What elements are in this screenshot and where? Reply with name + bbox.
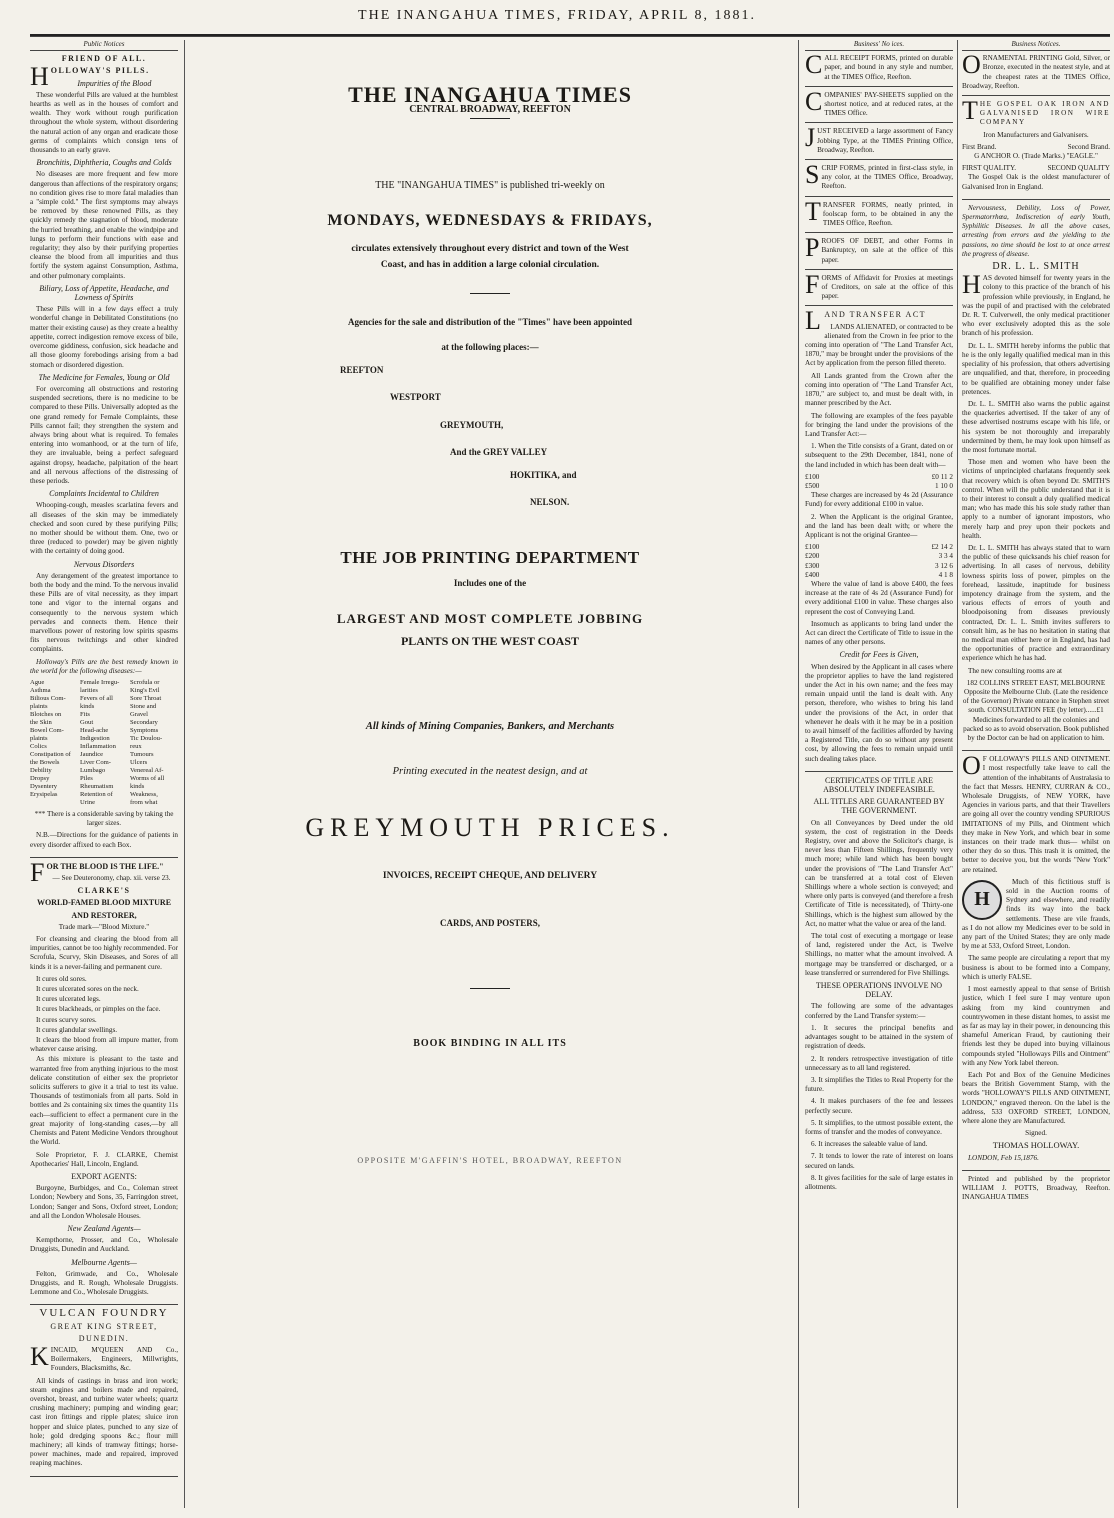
column-header: Business Notices. <box>962 40 1110 51</box>
advantage-item: 4. It makes purchasers of the fee and lessees perfectly secure. <box>805 1097 953 1115</box>
disease-item: Gravel <box>130 711 148 718</box>
column-header: Public Notices <box>30 40 178 51</box>
subheading: DUNEDIN. <box>78 1333 130 1343</box>
paragraph: Trade mark—"Blood Mixture." <box>58 922 150 931</box>
fee-amount: 3 12 6 <box>935 561 953 570</box>
agency-line: Agencies for the sale and distribution of the "Times" have been appointed <box>348 316 632 327</box>
gospel-title: THE GOSPEL OAK IRON AND GALVANISED IRON WIRE COMPANY <box>962 96 1110 127</box>
subheading: AND RESTORER, <box>71 910 137 920</box>
advantage-item: 3. It simplifies the Titles to Real Property for the future. <box>805 1075 953 1094</box>
column-public-notices <box>30 40 178 1510</box>
disease-item: Venereal Af- <box>130 767 164 774</box>
all-kinds-line: All kinds of Mining Companies, Bankers, and Merchants <box>365 721 615 733</box>
advantage-item: 6. It increases the saleable value of land. <box>811 1140 928 1149</box>
subheading: Biliary, Loss of Appetite, Headache, and Lowness of Spirits <box>39 283 169 303</box>
published-line: THE "INANGAHUA TIMES" is published tri-weekly on <box>375 180 605 192</box>
place-westport: WESTPORT <box>390 392 441 403</box>
disease-item: larities <box>80 687 98 694</box>
holloway-title: HOLLOWAY'S PILLS. <box>30 62 150 92</box>
smith-title: DR. L. L. SMITH <box>992 261 1080 273</box>
column-divider <box>957 40 958 1508</box>
brand-row: First Brand. Second Brand. <box>962 142 1110 151</box>
subheading: Melbourne Agents— <box>71 1257 137 1267</box>
ad-proofs-of-debt: PROOFS OF DEBT, and other Forms in Bankruptcy, on sale at the office of this paper. <box>805 237 953 270</box>
disease-item: King's Evil <box>130 687 160 694</box>
fee-row <box>805 543 953 552</box>
paragraph: *** There is a considerable saving by taking the larger sizes. <box>34 810 174 828</box>
place-greymouth: GREYMOUTH, <box>440 419 504 430</box>
subheading: Complaints Incidental to Children <box>49 489 159 499</box>
disease-item: Ague <box>30 679 45 686</box>
paragraph: 182 COLLINS STREET EAST, MELBOURNE Opposite the Melbourne Club. (Late the residence of the Governor) Private entrance in Stephen street south. CONSULTATION FEE (by letter)......£1 Medicines forwarded to all the colonies and packed so as to avoid observation. Book published by the Doctor can be had on application to him. <box>962 678 1110 743</box>
disease-item: Asthma <box>30 687 51 694</box>
paragraph: Nervousness, Debility, Loss of Power, Spermatorrhœa, Indiscretion of early Youth, Syphilitic Diseases. In all the above cases, arresting from errors and the yielding to the passions, no time should be lost to at once arrest the progress of disease. <box>962 203 1110 258</box>
fee-amount: £2 14 2 <box>931 543 953 552</box>
paragraph: Iron Manufacturers and Galvanisers. <box>983 130 1089 139</box>
paragraph: G ANCHOR O. (Trade Marks.) "EAGLE." <box>974 152 1098 161</box>
disease-item: Urine <box>80 799 96 806</box>
disease-item: Sore Throat <box>130 695 162 702</box>
subheading: EXPORT AGENTS: <box>71 1171 137 1181</box>
signature: THOMAS HOLLOWAY. <box>992 1140 1080 1151</box>
disease-item: Bilious Com- <box>30 695 66 702</box>
ad-affidavit-forms: FORMS of Affidavit for Proxies at meetings of Creditors, on sale at the office of this paper. <box>805 274 953 307</box>
paragraph: The new consulting rooms are at <box>968 666 1063 675</box>
plants-line: PLANTS ON THE WEST COAST <box>400 634 580 649</box>
subheading: Credit for Fees is Given, <box>839 650 919 660</box>
disease-item: Fevers of all <box>80 695 113 702</box>
disease-item: Stone and <box>130 703 157 710</box>
fee-value: £100 <box>805 543 820 552</box>
disease-item: Rheumatism <box>80 783 114 790</box>
subheading: Bronchitis, Diphtheria, Coughs and Colds <box>36 158 172 168</box>
holloway-seal-icon: H <box>962 880 1002 920</box>
paragraph: I most earnestly appeal to that sense of British justice, which I feel sure I may venture upon asking from my kind countrymen and countrywomen in these distant homes, to assist me as far as may lay in their power, in denouncing this shameful American Fraud, by cautioning their friends lest they be duped into buying villainous compounds styled "Holloways Pills and Ointment" with any New York label thereon. <box>962 985 1110 1067</box>
place-hokitika: HOKITIKA, and <box>510 470 577 481</box>
masthead: THE INANGAHUA TIMES, FRIDAY, APRIL 8, 1881. <box>358 8 756 23</box>
fee-row <box>805 571 953 580</box>
fee-value: £300 <box>805 561 820 570</box>
disease-item: Lumbago <box>80 767 106 774</box>
paragraph: These Pills will in a few days effect a truly wonderful change in Debilitated Constitutions (no matter their existing cause) as they create a healthy appetite, correct indigestion remove excess of bile, overcome giddiness, confusion, sick headache and all those gloomy forebodings arising from a bad stomach or disordered digestion. <box>30 305 178 369</box>
paragraph: For cleansing and clearing the blood from all impurities, cannot be too highly recommended. For Scrofula, Scurvy, Skin Diseases, and Sores of all kinds it is a never-failing and permanent cure. <box>30 935 178 971</box>
disease-item: kinds <box>80 703 95 710</box>
advantages-list <box>805 1024 953 1192</box>
fee-amount: 1 10 0 <box>935 481 953 490</box>
disease-item: Blotches on <box>30 711 62 718</box>
greymouth-prices: GREYMOUTH PRICES. <box>305 812 675 842</box>
subheading: The Medicine for Females, Young or Old <box>38 372 170 382</box>
disease-item: Debility <box>30 767 52 774</box>
ad-ornamental-printing: ORNAMENTAL PRINTING Gold, Silver, or Bronze, executed in the neatest style, and at the cheapest rates at the TIMES Office, Broadway, Reefton. <box>962 54 1110 96</box>
fee-amount: 3 3 4 <box>938 552 953 561</box>
paragraph: Burgoyne, Burbidges, and Co., Coleman street London; Newbery and Sons, 35, Farringdon street, London; Sanger and Sons, Oxford street, London; and all the London Wholesale Houses. <box>30 1184 178 1220</box>
kincaid-text: KINCAID, M'QUEEN AND Co., Boilermakers, Engineers, Millwrights, Founders, Blacksmiths, &c. <box>30 1341 178 1373</box>
divider <box>470 988 510 989</box>
advantage-item: 1. It secures the principal benefits and advantages sought to be attained in the system of registration of deeds. <box>805 1023 953 1051</box>
divider <box>470 293 510 294</box>
advantage-item: 5. It simplifies, to the utmost possible extent, the forms of transfer and the modes of conveyance. <box>805 1118 953 1136</box>
paragraph: Each Pot and Box of the Genuine Medicines bears the British Government Stamp, with the words "HOLLOWAY'S PILLS AND OINTMENT, LONDON," engraved thereon. On the label is the address, 533 OXFORD STREET, LONDON, where alone they are Manufactured. <box>962 1070 1110 1125</box>
paragraph: For overcoming all obstructions and restoring suspended secretions, there is no medicine to be compared to these Pills. Universally adopted as the one grand remedy for Female Complaints, these Pills cannot fail; they strengthen the system and always bring about what is required. To females entering into womanhood, or at the turn of life, they are invaluable, being a perfect safeguard against dropsy, headache, palpitation of the heart and all nervous affections of the distressing of these periods. <box>30 384 178 485</box>
job-printing-heading: THE JOB PRINTING DEPARTMENT <box>340 548 640 568</box>
ad-scrip-forms: SCRIP FORMS, printed in first-class style, in any color, at the TIMES Office, Broadway, Reefton. <box>805 164 953 197</box>
paragraph: These charges are increased by 4s 2d (Assurance Fund) for every additional £100 in value. <box>805 491 953 509</box>
paragraph: LANDS ALIENATED, or contracted to be alienated from the Crown in fee prior to the coming into operation of "The Land Transfer Act, 1870," may be brought under the provisions of the Act by application from the person filled thereto. <box>805 322 953 368</box>
subheading: Impurities of the Blood <box>77 78 152 88</box>
disease-item: Indigestion <box>80 735 110 742</box>
fee-value: £100 <box>805 472 820 481</box>
paragraph: Those men and women who have been the victims of unprincipled charlatans frequently seek that recovery which is often beyond Dr. SMITH'S control. When will the public understand that it is to their interest to consult a duly qualified medical man; who has made this his sole study rather than apply to a number of ignorant impostors, who merely harp and prey upon their pockets and health. <box>962 458 1110 540</box>
disease-item: kinds <box>130 783 145 790</box>
divider <box>470 118 510 119</box>
circulation-line: Coast, and has in addition a large colonial circulation. <box>380 259 600 270</box>
advantage-item: 7. It tends to lower the rate of interest on loans secured on lands. <box>805 1152 953 1170</box>
paragraph: The same people are circulating a report that my business is about to be formed into a Company, which is utterly FALSE. <box>962 954 1110 981</box>
clarke-ad <box>30 857 178 1306</box>
holloway-ad <box>30 62 178 857</box>
cure-item: It cures old sores. <box>36 974 87 983</box>
disease-item: Worms of all <box>130 775 165 782</box>
disease-item: Head-ache <box>80 727 109 734</box>
quality-row: FIRST QUALITY. SECOND QUALITY <box>962 164 1110 173</box>
paragraph: Dr. L. L. SMITH also warns the public against the quackeries advertised. If the taker of any of these advertised nostrums escape with his life, or his system be not thoroughly and irreparably undermined by them, he may look upon himself as the most fortunate mortal. <box>962 399 1110 454</box>
column-business-notices-2 <box>962 40 1110 1510</box>
paragraph: These wonderful Pills are valued at the humblest hearths as well as in the houses of comfort and wealth. They work without rough purification throughout the whole system, without disordering the natural action of any organ and eradicate those germs of complaints which consign tens of thousands to an early grave. <box>30 90 178 155</box>
paragraph: LONDON, Feb 15,1876. <box>968 1153 1039 1162</box>
paragraph: 2. When the Applicant is the original Grantee, and the land has been dealt with; or where the Applicant is not the original Grantee— <box>805 512 953 539</box>
disease-item: Symptoms <box>130 727 159 734</box>
disease-item: from what <box>130 799 158 806</box>
paragraph: When desired by the Applicant in all cases where the proprietor applies to have the land registered under the Act in his own name; and the fees may remain unpaid until the land is dealt with. Any person, therefore, who wishes to bring his land under the provisions of the Act, in order that whenever he deals with it he may be in a position to avail himself of the facilities afforded by having a Registered Title, can do so without any present cost, by allowing the fees to remain unpaid until such dealing takes place. <box>805 662 953 763</box>
place-reefton: REEFTON <box>340 365 384 376</box>
paragraph: 1. When the Title consists of a Grant, dated on or subsequent to the 29th December, 1841, none of the land included in which has been dealt with— <box>805 442 953 469</box>
paragraph: As this mixture is pleasant to the taste and warranted free from anything injurious to the most delicate constitution of either sex the proprietor solicits sufferers to give it a trial to test its value. Thousands of testimonials from all parts. Sold in bottles and 2s containing six times the quantity 11s each—sufficient to effect a permanent cure in the great majority of long-standing cases,—by all Chemists and Patent Medicine Vendors throughout the World. <box>30 1055 178 1147</box>
paragraph: — See Deuteronomy, chap. xii. verse 23. <box>52 874 171 883</box>
publishing-days: MONDAYS, WEDNESDAYS & FRIDAYS, <box>327 211 653 229</box>
diseases-intro: Holloway's Pills are the best remedy known in the world for the following diseases:— <box>30 657 178 675</box>
paragraph: Insomuch as applicants to bring land under the Act can direct the Certificate of Title to issue in the names of any other persons. <box>805 619 953 647</box>
disease-item: Secondary <box>130 719 158 726</box>
paragraph: Kempthorne, Prosser, and Co., Wholesale Druggists, Dunedin and Auckland. <box>30 1236 178 1254</box>
land-transfer-ad <box>805 306 953 771</box>
paragraph: The following are some of the advantages conferred by the Land Transfer system:— <box>805 1002 953 1020</box>
disease-item: reux <box>130 743 142 750</box>
disease-item: Constipation of <box>30 751 71 758</box>
disease-item: Erysipelas <box>30 791 58 798</box>
disease-item: Dysentery <box>30 783 58 790</box>
cure-item: It clears the blood from all impure matter, from whatever cause arising. <box>30 1036 178 1054</box>
paragraph: Dr. L. L. SMITH hereby informs the public that he is the only legally qualified medical man in this speciality of his profession, that others advertising are unqualified, and that, therefore, in proceeding to be qualified are obtaining money under false pretences. <box>962 341 1110 396</box>
disease-item: Retention of <box>80 791 113 798</box>
circulation-line: circulates extensively throughout every district and town of the West <box>351 243 629 254</box>
paper-address: CENTRAL BROADWAY, REEFTON <box>409 104 571 116</box>
address-line: OPPOSITE M'GAFFIN'S HOTEL, BROADWAY, REEFTON <box>357 1156 623 1166</box>
paragraph: N.B.—Directions for the guidance of patients in every disorder affixed to each Box. <box>30 831 178 849</box>
disease-item: plaints <box>30 735 48 742</box>
disease-item: Ulcers <box>130 759 148 766</box>
paragraph: Any derangement of the greatest importance to both the body and the mind. To the nervous invalid these Pills are of vital necessity, as they impart tone and vigor to the internal organs and consequently to the nervous system which pervades and connects them. Hence their marvellous power of restoring low spirits spasms fits nervous twitchings and other kindred complaints. <box>30 571 178 654</box>
subheading: CLARKE'S <box>77 886 131 896</box>
fee-amount: 4 1 8 <box>938 570 953 579</box>
disease-item: plaints <box>30 703 48 710</box>
places-intro: at the following places:— <box>441 342 539 353</box>
subheading: WORLD-FAMED BLOOD MIXTURE <box>36 898 172 908</box>
disease-item: Gout <box>80 719 94 726</box>
column-divider <box>798 40 799 1508</box>
includes-line: Includes one of the <box>453 577 527 588</box>
subheading: GREAT KING STREET, <box>50 1321 158 1331</box>
disease-item <box>30 799 78 807</box>
diseases-list <box>30 679 178 807</box>
disease-item: Tumours <box>130 751 154 758</box>
paragraph: Sole Proprietor, F. J. CLARKE, Chemist Apothecaries' Hall, Lincoln, England. <box>30 1150 178 1168</box>
vulcan-ad <box>30 1309 178 1476</box>
fee-value: £400 <box>805 570 820 579</box>
paragraph: Where the value of land is above £400, the fees increase at the rate of 4s 2d (Assurance Fund) for every additional £100 in value. These charges also represent the cost of Conveying Land. <box>805 579 953 616</box>
fee-row <box>805 552 953 561</box>
column-divider <box>184 40 185 1508</box>
disease-item: Inflammation <box>80 743 116 750</box>
cards-line: CARDS, AND POSTERS, <box>439 918 541 929</box>
cure-item: It cures ulcerated sores on the neck. <box>36 985 139 994</box>
place-grey-valley: And the GREY VALLEY <box>450 446 548 457</box>
column-times-notice <box>190 40 790 1510</box>
ad-pay-sheets: COMPANIES' PAY-SHEETS supplied on the shortest notice, and at reduced rates, at the TIMES Office. <box>805 91 953 124</box>
disease-item: Tic Doulou- <box>130 735 163 742</box>
cure-item: It cures scurvy sores. <box>36 1015 97 1024</box>
smith-ad <box>962 204 1110 751</box>
disease-item: Female Irregu- <box>80 679 120 686</box>
land-transfer-title: LAND TRANSFER ACT <box>805 306 927 336</box>
disease-item: Scrofula or <box>130 679 160 686</box>
disease-item: Piles <box>80 775 93 782</box>
paragraph: Whooping-cough, measles scarlatina fevers and all diseases of the skin may be immediately checked and soon cured by these purifying Pills; no mother should be without them. One, two or three (reduced to powder) may be given nightly with the certainty of doing good. <box>30 501 178 556</box>
fee-table <box>805 543 953 580</box>
advantage-item: 2. It renders retrospective investigation of title unnecessary as to all land registered. <box>805 1054 953 1072</box>
vulcan-title: VULCAN FOUNDRY <box>39 1307 169 1320</box>
printer-line: Printed and published by the proprietor WILLIAM J. POTTS, Broadway, Reefton. INANGAHUA TIMES <box>962 1174 1110 1202</box>
paragraph: All Lands granted from the Crown after the coming into operation of "The Land Transfer Act, 1870," are subject to, and must be dealt with, in manner prescribed by the Act. <box>805 371 953 408</box>
cures-list <box>30 975 178 1055</box>
paragraph: Felton, Grimwade, and Co., Wholesale Druggists, and R. Rough, Wholesale Druggists. Lemmone and Co., Wholesale Druggists. <box>30 1269 178 1297</box>
book-binding-line: BOOK BINDING IN ALL ITS <box>413 1038 567 1050</box>
disease-item: Dropsy <box>30 775 50 782</box>
paragraph: The Gospel Oak is the oldest manufacturer of Galvanised Iron in England. <box>962 173 1110 191</box>
place-nelson: NELSON. <box>530 497 570 508</box>
disease-item: Colics <box>30 743 47 750</box>
disease-item: Weakness, <box>130 791 158 798</box>
disease-item: Fits <box>80 711 90 718</box>
fee-row <box>805 473 953 482</box>
largest-line: LARGEST AND MOST COMPLETE JOBBING <box>336 610 644 626</box>
column-header: Business' No ices. <box>805 40 953 51</box>
subheading: New Zealand Agents— <box>67 1223 141 1233</box>
gospel-oak-ad <box>962 96 1110 200</box>
ad-receipt-forms: CALL RECEIPT FORMS, printed on durable paper, and bound in any style and number, at the TIMES Office, Reefton. <box>805 54 953 87</box>
invoices-line: INVOICES, RECEIPT CHEQUE, AND DELIVERY <box>382 870 598 881</box>
fee-table <box>805 473 953 491</box>
cure-item: It cures ulcerated legs. <box>36 995 101 1004</box>
disease-item: the Skin <box>30 719 52 726</box>
fee-row <box>805 562 953 571</box>
subheading: THESE OPERATIONS INVOLVE NO DELAY. <box>815 981 943 1000</box>
ad-transfer-forms: TRANSFER FORMS, neatly printed, in foolscap form, to be obtained in any the TIMES Office, Reefton. <box>805 201 953 234</box>
paragraph: Dr. L. L. SMITH has always stated that to warn the public of these quicksands his chief reason for advertising. In all cases of nervous, debility lowness spirits loss of power, pimples on the forehead, lassitude, inaptitude for business impotency drainage from the system, and the various effects of errors of youth and bloodpoisoning from diseases previously contracted, Dr. L. L. Smith invites sufferers to consult him, as he has no hesitation in stating that no medical man either here or in England, has had the opportunities of practice and extraordinary experience which he has had. <box>962 543 1110 663</box>
disease-item: Jaundice <box>80 751 104 758</box>
subheading: ALL TITLES ARE GUARANTEED BY THE GOVERNMENT. <box>813 797 945 816</box>
masthead-rule <box>30 34 1110 37</box>
disease-item: Liver Com- <box>80 759 111 766</box>
blood-title: FOR THE BLOOD IS THE LIFE." <box>30 857 164 887</box>
cure-item: It cures blackheads, or pimples on the face. <box>36 1005 161 1014</box>
paragraph: The following are examples of the fees payable for bringing the land under the provisions of the Land Transfer Act:— <box>805 411 953 438</box>
paragraph: Signed. <box>1025 1129 1047 1138</box>
caution-text: O F OLLOWAY'S PILLS AND OINTMENT. I most respectfully take leave to call the attention of the inhabitants of Australasia to the fact that Messrs. HENRY, CURRAN & CO., Wholesale Druggists, of NEW YORK, have Agencies in various parts, and that their Travellers are going all over the country vending SPURIOUS IMITATIONS of my Pills, and Ointment which they make in New York, and which bear in some instances on their trade mark thus— whilst on other they do so thus. This trash it is omitted, the better to deceive you, but the words "New York" are retained. <box>962 751 1110 874</box>
smith-text: HAS devoted himself for twenty years in the colony to this practice of the branch of his profession while previously, in England, he was the pupil of and practised with the celebrated Dr. R. T. Culverwell, the only medical practitioner who ever exclusively adopted this as the sole branch of his profession. <box>962 270 1110 338</box>
disease-item: Bowel Com- <box>30 727 64 734</box>
paragraph: The total cost of executing a mortgage or lease of land, registered under the Act, is Twelve Shillings, no matter what the amount involved. A mortgage may be transferred or discharged, or a lease transferred or surrendered for Five Shillings. <box>805 932 953 977</box>
subheading: Nervous Disorders <box>73 559 135 569</box>
fee-value: £500 <box>805 481 820 490</box>
fee-row <box>805 482 953 491</box>
paragraph: No diseases are more frequent and few more dangerous than affections of the respiratory organs; no condition gives rise to more fatal maladies than a "simple cold." The first symptoms may always be removed by these renowned Pills, as they quickly remedy the stagnation of blood, moderate the hurried breathing, and enable the windpipe and lungs to perform their functions with ease and regularity; they also by their purifying properties cleanse the blood from all impurities and thus fortify the system against Consumption, Asthma, and other pulmonary complaints. <box>30 170 178 280</box>
paragraph: On all Conveyances by Deed under the old system, the cost of registration in the Deeds Registry, over and above the Solicitor's charge, is never less than Fifteen Shillings, frequently very much more; while land which has been bought under the provisions of "The Land Transfer Act" can be transferred at a total cost of Eleven Shillings where a whole section is conveyed; and where only parts is conveyed (and therefore a fresh Certificate of Title is necessitated), of Thirty-one Shillings, which is the highest sum allowed by the Act, no matter what the value or area of the land. <box>805 818 953 928</box>
friend-heading: FRIEND OF ALL. <box>61 54 147 64</box>
ad-type: JUST RECEIVED a large assortment of Fancy Jobbing Type, at the TIMES Printing Office, Broadway, Reefton. <box>805 127 953 160</box>
column-business-notices <box>805 40 953 1510</box>
paper-title: THE INANGAHUA TIMES <box>348 82 632 107</box>
fee-value: £200 <box>805 552 820 561</box>
printing-line: Printing executed in the neatest design, and at <box>392 766 588 778</box>
fee-amount: £0 11 2 <box>931 472 953 481</box>
holloway-caution-ad <box>962 751 1110 1171</box>
paragraph: Much of this fictitious stuff is sold in the Auction rooms of Sydney and elsewhere, and readily finds its way into the back settlements. These are vile frauds, as I do not allow my Medicines ever to be sold in any part of the United States; they are only made by me at 533, Oxford Street, London. <box>962 877 1110 951</box>
subheading: CERTIFICATES OF TITLE ARE ABSOLUTELY INDEFEASIBLE. <box>823 775 935 795</box>
paragraph: All kinds of castings in brass and iron work; steam engines and boilers made and repaired, overshot, breast, and turbine water wheels; quartz crushing machinery; pumping and winding gear; cast iron fittings and ripple plates; sluice iron hopper and sluice plates, punched to any size of hole; gold dredging spoons &c.; flour mill machinery; all kinds of tramway fittings; horse-power machines, made and repaired, improved reaping machines. <box>30 1376 178 1468</box>
advantage-item: 8. It gives facilities for the sale of large estates in allotments. <box>805 1173 953 1191</box>
cure-item: It cures glandular swellings. <box>36 1025 118 1034</box>
disease-item: the Bowels <box>30 759 60 766</box>
